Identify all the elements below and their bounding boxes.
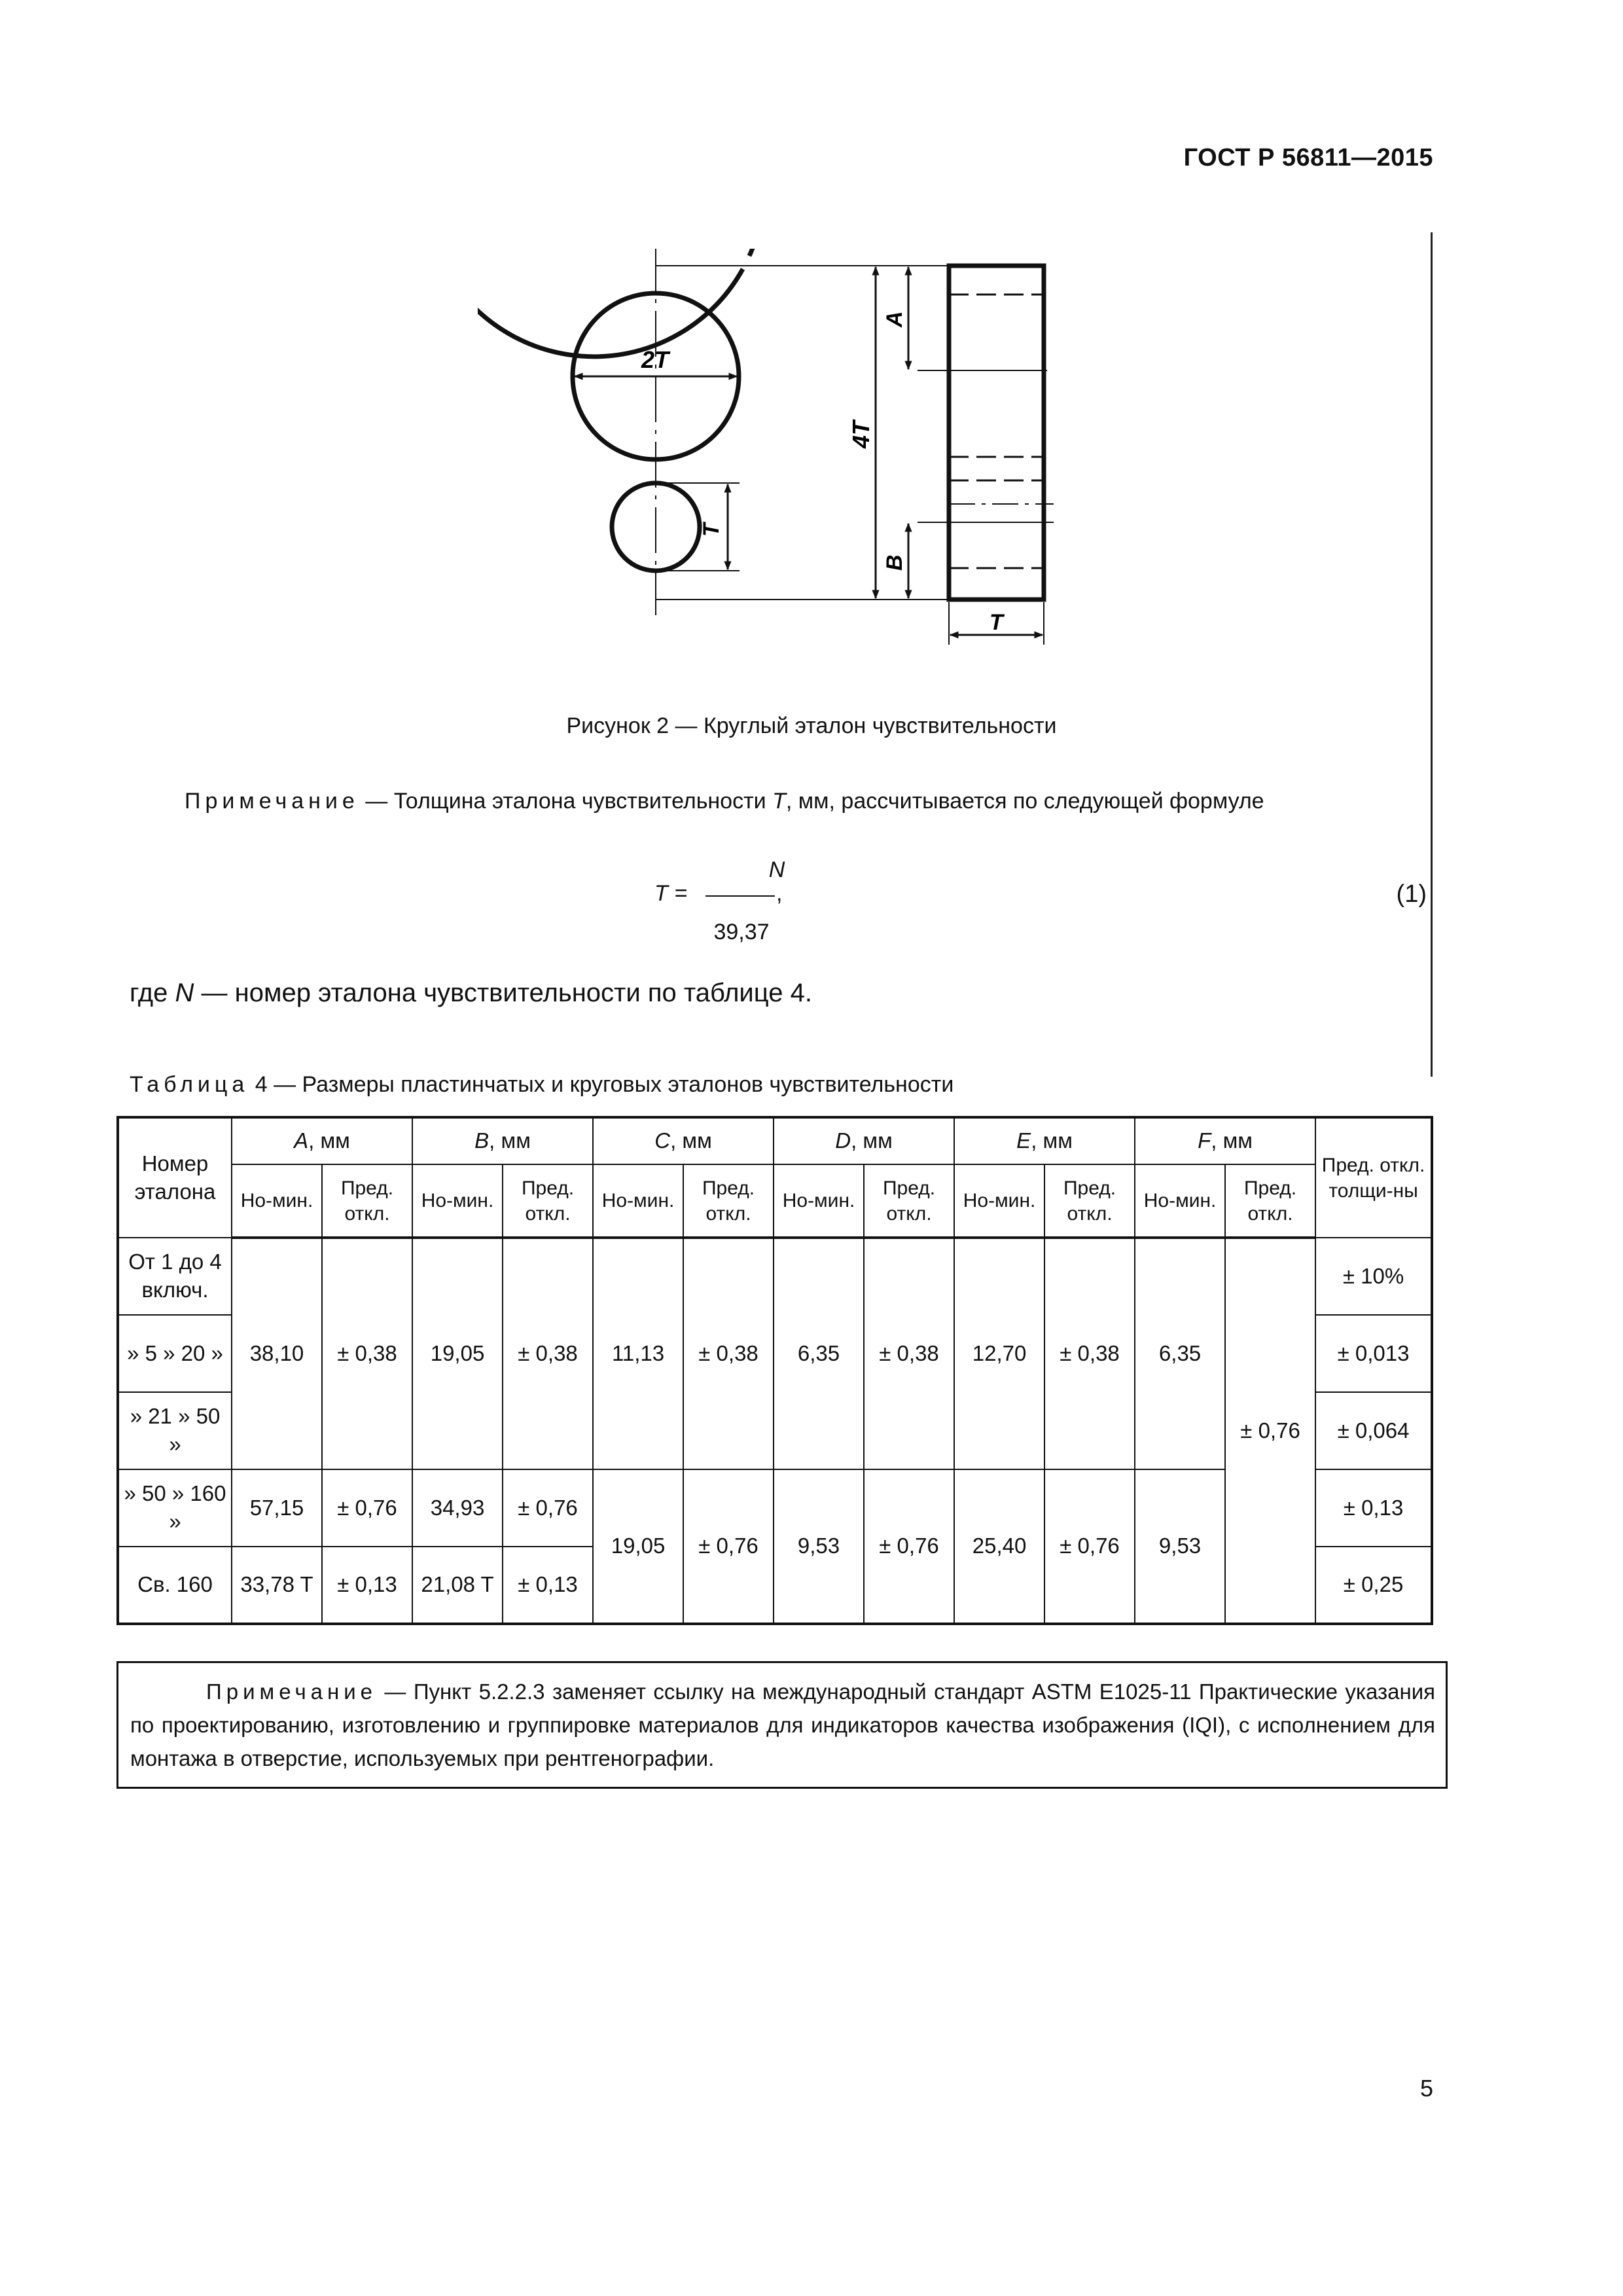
where-clause: где N — номер эталона чувствительности по таблице 4. xyxy=(130,978,812,1007)
cell: ± 0,38 xyxy=(683,1238,774,1469)
header-thickness: Пред. откл. толщи-ны xyxy=(1315,1117,1432,1238)
header-nominal: Но-мин. xyxy=(774,1164,864,1238)
header-nominal: Но-мин. xyxy=(1135,1164,1225,1238)
header-group-b: B, мм xyxy=(412,1117,593,1164)
formula-lhs: T = xyxy=(654,881,688,906)
cell: ± 0,13 xyxy=(503,1547,593,1624)
dimensions-table xyxy=(116,1116,1433,1625)
document-header: ГОСТ Р 56811—2015 xyxy=(1183,144,1433,171)
cell: 34,93 xyxy=(412,1469,503,1547)
cell: ± 0,38 xyxy=(1044,1238,1135,1469)
cell: 21,08 T xyxy=(412,1547,503,1624)
cell-thickness: ± 0,13 xyxy=(1315,1469,1432,1547)
cell: ± 0,76 xyxy=(1225,1238,1315,1624)
cell: ± 0,76 xyxy=(503,1469,593,1547)
figure-iqi-drawing xyxy=(478,249,1067,668)
cell: ± 0,38 xyxy=(322,1238,412,1469)
cell: ± 0,38 xyxy=(503,1238,593,1469)
cell: ± 0,76 xyxy=(864,1469,954,1624)
cell: 6,35 xyxy=(1135,1238,1225,1469)
label-t-bottom: T xyxy=(990,610,1003,635)
header-nominal: Но-мин. xyxy=(232,1164,322,1238)
page-number: 5 xyxy=(1419,2075,1433,2102)
table-caption: Таблица 4 — Размеры пластинчатых и круговых эталонов чувствительности xyxy=(130,1072,954,1097)
header-group-a: A, мм xyxy=(232,1117,412,1164)
label-b: B xyxy=(882,554,907,571)
label-4t: 4T xyxy=(847,420,874,448)
header-deviation: Пред. откл. xyxy=(683,1164,774,1238)
label-2t: 2T xyxy=(641,346,669,373)
margin-rule xyxy=(1431,232,1433,1077)
cell: 25,40 xyxy=(954,1469,1044,1624)
header-deviation: Пред. откл. xyxy=(864,1164,954,1238)
note-prefix: Примечание xyxy=(206,1679,378,1704)
table-row xyxy=(118,1238,1432,1315)
cell: 33,78 T xyxy=(232,1547,322,1624)
header-group-f: F, мм xyxy=(1135,1117,1315,1164)
header-number: Номер эталона xyxy=(118,1117,232,1238)
cell: 12,70 xyxy=(954,1238,1044,1469)
note-text: — Пункт 5.2.2.3 заменяет ссылку на международный стандарт ASTM E1025-11 Практические указания по проектированию, изготовлению и группировке материалов для индикаторов качества изображения (IQI), с исполнением для монтажа в отверстие, используемых при рентгенографии. xyxy=(130,1679,1435,1771)
label-a: A xyxy=(882,311,907,327)
row-label: » 21 » 50 » xyxy=(118,1392,232,1469)
header-group-d: D, мм xyxy=(774,1117,954,1164)
cell: ± 0,38 xyxy=(864,1238,954,1469)
fraction-bar xyxy=(705,895,775,897)
cell: 6,35 xyxy=(774,1238,864,1469)
cell: 19,05 xyxy=(593,1469,683,1624)
header-deviation: Пред. откл. xyxy=(1225,1164,1315,1238)
side-view xyxy=(949,266,1044,600)
formula-numerator: N xyxy=(768,857,785,882)
note-box xyxy=(116,1661,1448,1789)
equation-number: (1) xyxy=(1396,880,1427,908)
cell: ± 0,76 xyxy=(1044,1469,1135,1624)
figure-caption: Рисунок 2 — Круглый эталон чувствительности xyxy=(566,713,1057,738)
cell: 57,15 xyxy=(232,1469,322,1547)
formula-denominator: 39,37 xyxy=(713,920,770,944)
cell: 19,05 xyxy=(412,1238,503,1469)
cell: 9,53 xyxy=(774,1469,864,1624)
row-label: Св. 160 xyxy=(118,1547,232,1624)
cell-thickness: ± 0,064 xyxy=(1315,1392,1432,1469)
formula: T = N , 39,37 xyxy=(654,857,851,956)
row-label: » 5 » 20 » xyxy=(118,1315,232,1392)
note-formula: Примечание — Толщина эталона чувствительности T, мм, рассчитывается по следующей формуле xyxy=(185,789,1264,814)
cell: ± 0,76 xyxy=(683,1469,774,1624)
row-label: От 1 до 4 включ. xyxy=(118,1238,232,1315)
cell-thickness: ± 10% xyxy=(1315,1238,1432,1315)
cell: ± 0,76 xyxy=(322,1469,412,1547)
cell: ± 0,13 xyxy=(322,1547,412,1624)
header-deviation: Пред. откл. xyxy=(503,1164,593,1238)
header-group-e: E, мм xyxy=(954,1117,1135,1164)
header-deviation: Пред. откл. xyxy=(1044,1164,1135,1238)
cell: 11,13 xyxy=(593,1238,683,1469)
label-t-hole: T xyxy=(699,523,724,537)
note-prefix: Примечание xyxy=(185,789,359,814)
cell: 38,10 xyxy=(232,1238,322,1469)
header-group-c: C, мм xyxy=(593,1117,774,1164)
header-nominal: Но-мин. xyxy=(954,1164,1044,1238)
cell-thickness: ± 0,25 xyxy=(1315,1547,1432,1624)
cell: 9,53 xyxy=(1135,1469,1225,1624)
header-deviation: Пред. откл. xyxy=(322,1164,412,1238)
header-nominal: Но-мин. xyxy=(593,1164,683,1238)
cell-thickness: ± 0,013 xyxy=(1315,1315,1432,1392)
row-label: » 50 » 160 » xyxy=(118,1469,232,1547)
header-nominal: Но-мин. xyxy=(412,1164,503,1238)
